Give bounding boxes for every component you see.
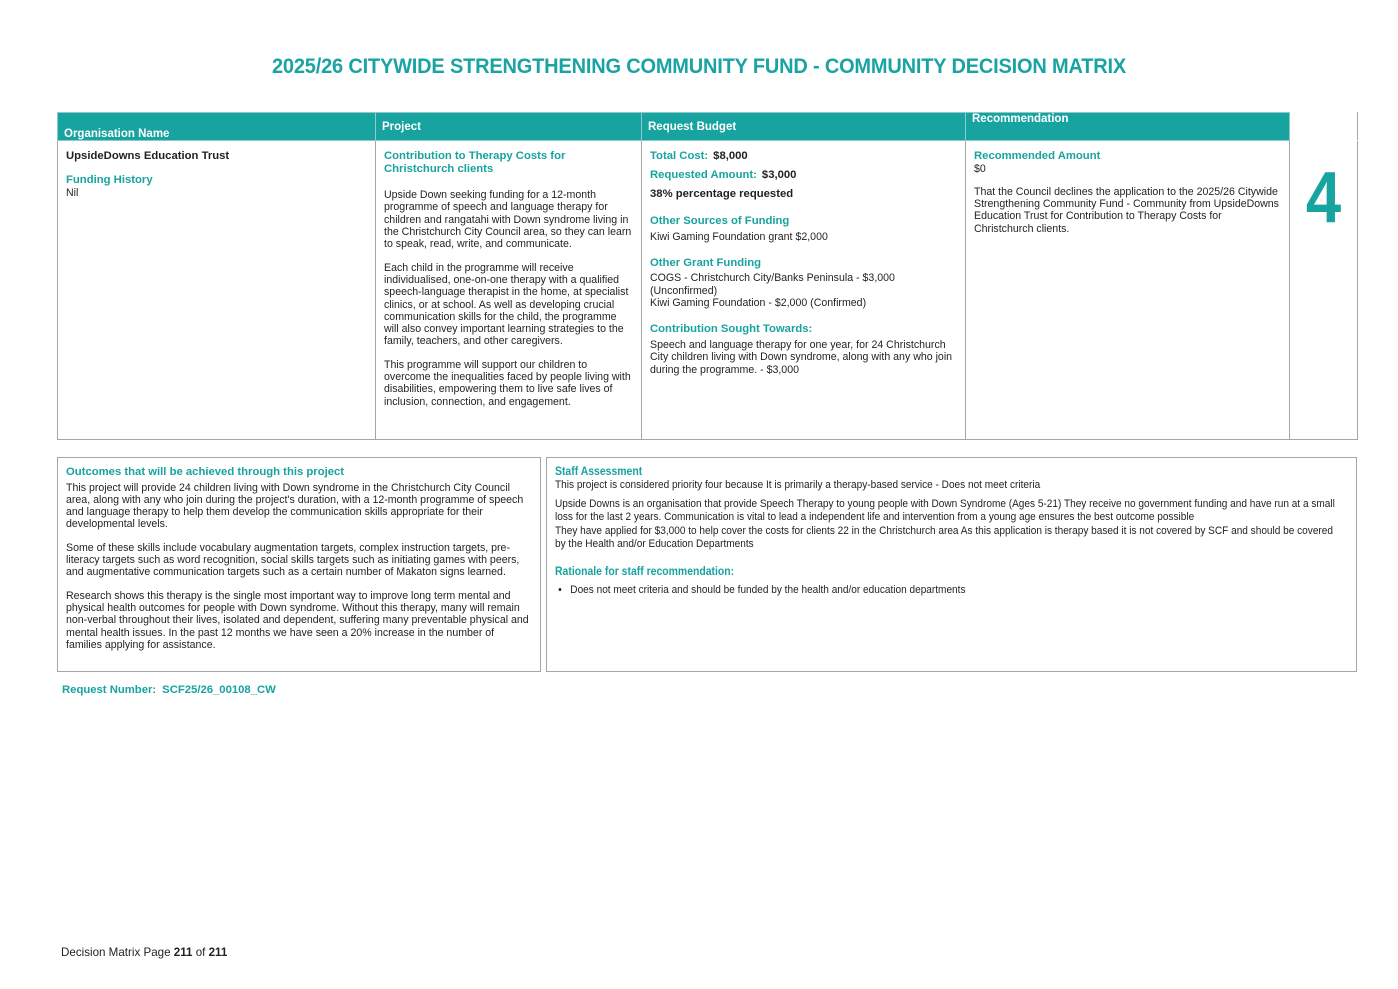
project-paragraph-2: Each child in the programme will receive individualised, one-on-one therapy with a qualified speech-language therapist in the home, at specialist clinics, or at school. As well as developing crucial communication skills for the child, the programme will also convey important learning strategies to the family, teachers, and other caregivers. (384, 261, 629, 348)
other-sources-label: Other Sources of Funding (650, 215, 790, 227)
request-number-value: SCF25/26_00108_CW (162, 684, 276, 696)
rationale-bullet-list (555, 584, 1346, 597)
contribution-sought-label: Contribution Sought Towards: (650, 323, 813, 336)
footer-prefix: Decision Matrix Page (61, 946, 174, 959)
staff-assessment-paragraph-2: They have applied for $3,000 to help cover the costs for clients 22 in the Christchurch area As this application is therapy based it is not covered by SCF and should be covered by the Health and/or Education Departments (555, 524, 1333, 551)
funding-history-label: Funding History (66, 174, 153, 186)
decision-matrix-table (57, 112, 1358, 440)
outcomes-paragraph-1: This project will provide 24 children living with Down syndrome in the Christchurch City Council area, along with any who join during the project's duration, with a 12-month programme of speech and language therapy to help them develop the communication skills appropriate for their developmental levels. (66, 481, 524, 531)
footer-total-pages: 211 (208, 946, 228, 959)
total-cost-label: Total Cost: (650, 150, 709, 162)
cell-request-budget (642, 141, 966, 440)
contribution-sought-value: Speech and language therapy for one year, for 24 Christchurch City children living with Down syndrome, along with any who join during the programme. - $3,000 (650, 338, 953, 376)
column-header-request-budget: Request Budget (642, 113, 966, 141)
lower-section (57, 457, 1357, 672)
project-paragraph-3: This programme will support our children to overcome the inequalities faced by people living with disabilities, empowering them to live safe lives of inclusion, connection, and engagement. (384, 358, 631, 408)
requested-amount-label: Requested Amount: (650, 169, 757, 181)
staff-assessment-paragraph-1: Upside Downs is an organisation that provide Speech Therapy to young people with Down Syndrome (Ages 5-21) They receive no government funding and have run at a small loss for the last 2 years. Communication is vital to lead a independent life and intervention from a young age ensures the best outcome possible (555, 498, 1335, 524)
recommended-amount-label: Recommended Amount (974, 150, 1101, 162)
other-grant-label: Other Grant Funding (650, 256, 762, 269)
table-row (58, 141, 1358, 440)
cell-project (376, 141, 642, 440)
other-grant-line-2: Kiwi Gaming Foundation - $2,000 (Confirmed) (650, 297, 867, 310)
total-cost-value: $8,000 (713, 150, 748, 162)
table-header-row (58, 113, 1358, 141)
project-paragraph-1: Upside Down seeking funding for a 12-month programme of speech and language therapy for children and rangatahi with Down syndrome living in the Christchurch City Council area, so they can learn to speak, read, write, and communicate. (384, 189, 632, 251)
requested-amount-value: $3,000 (761, 169, 797, 181)
recommended-amount-value: $0 (974, 162, 986, 175)
footer-current-page: 211 (173, 946, 193, 959)
rationale-bullet-1: • Does not meet criteria and should be funded by the health and/or education departments (570, 584, 1346, 597)
recommendation-text: That the Council declines the application to the 2025/26 Citywide Strengthening Community Fund - Community from UpsideDowns Education Trust for Contribution to Therapy Costs for Christchurch clients. (974, 185, 1279, 235)
priority-number: 4 (1305, 158, 1342, 238)
request-number (62, 684, 276, 696)
other-grant-line-1: COGS - Christchurch City/Banks Peninsula - $3,000 (Unconfirmed) (650, 272, 895, 297)
cell-recommendation (966, 141, 1290, 440)
organisation-name: UpsideDowns Education Trust (66, 150, 230, 162)
footer-middle: of (192, 946, 209, 959)
percentage-requested: 38% percentage requested (650, 188, 794, 200)
funding-history-value: Nil (66, 186, 79, 199)
rationale-heading: Rationale for staff recommendation: (555, 564, 735, 578)
outcomes-paragraph-2: Some of these skills include vocabulary augmentation targets, complex instruction targets, pre-literacy targets such as word recognition, social skills targets such as initiating games with peers, and augmentative communication targets such as a certain number of Makaton signs learned. (66, 541, 520, 579)
request-number-label: Request Number: (62, 684, 157, 696)
total-cost-row (650, 150, 957, 163)
requested-amount-row (650, 169, 957, 182)
staff-assessment-intro: This project is considered priority four because It is primarily a therapy-based service - Does not meet criteria (555, 478, 1041, 491)
outcomes-box (57, 457, 541, 672)
project-title: Contribution to Therapy Costs for Christchurch clients (384, 150, 566, 175)
page-footer (61, 946, 227, 959)
cell-priority (1290, 141, 1358, 440)
column-header-priority (1290, 113, 1358, 141)
staff-assessment-box (546, 457, 1357, 672)
staff-assessment-heading: Staff Assessment (555, 465, 643, 478)
column-header-project: Project (376, 113, 642, 141)
outcomes-heading: Outcomes that will be achieved through this project (66, 466, 345, 478)
column-header-organisation: Organisation Name (58, 113, 376, 141)
other-sources-value: Kiwi Gaming Foundation grant $2,000 (650, 230, 828, 243)
cell-organisation (58, 141, 376, 440)
column-header-recommendation: Recommendation (966, 113, 1290, 141)
outcomes-paragraph-3: Research shows this therapy is the single most important way to improve long term mental and physical health outcomes for people with Down syndrome. Without this therapy, many will remain non-verbal throughout their lives, isolated and dependent, suffering many preventable physical and mental health issues. In the past 12 months we have seen a 20% increase in the number of families applying for assistance. (66, 589, 529, 651)
page-title: 2025/26 CITYWIDE STRENGTHENING COMMUNITY FUND - COMMUNITY DECISION MATRIX (271, 54, 1127, 78)
